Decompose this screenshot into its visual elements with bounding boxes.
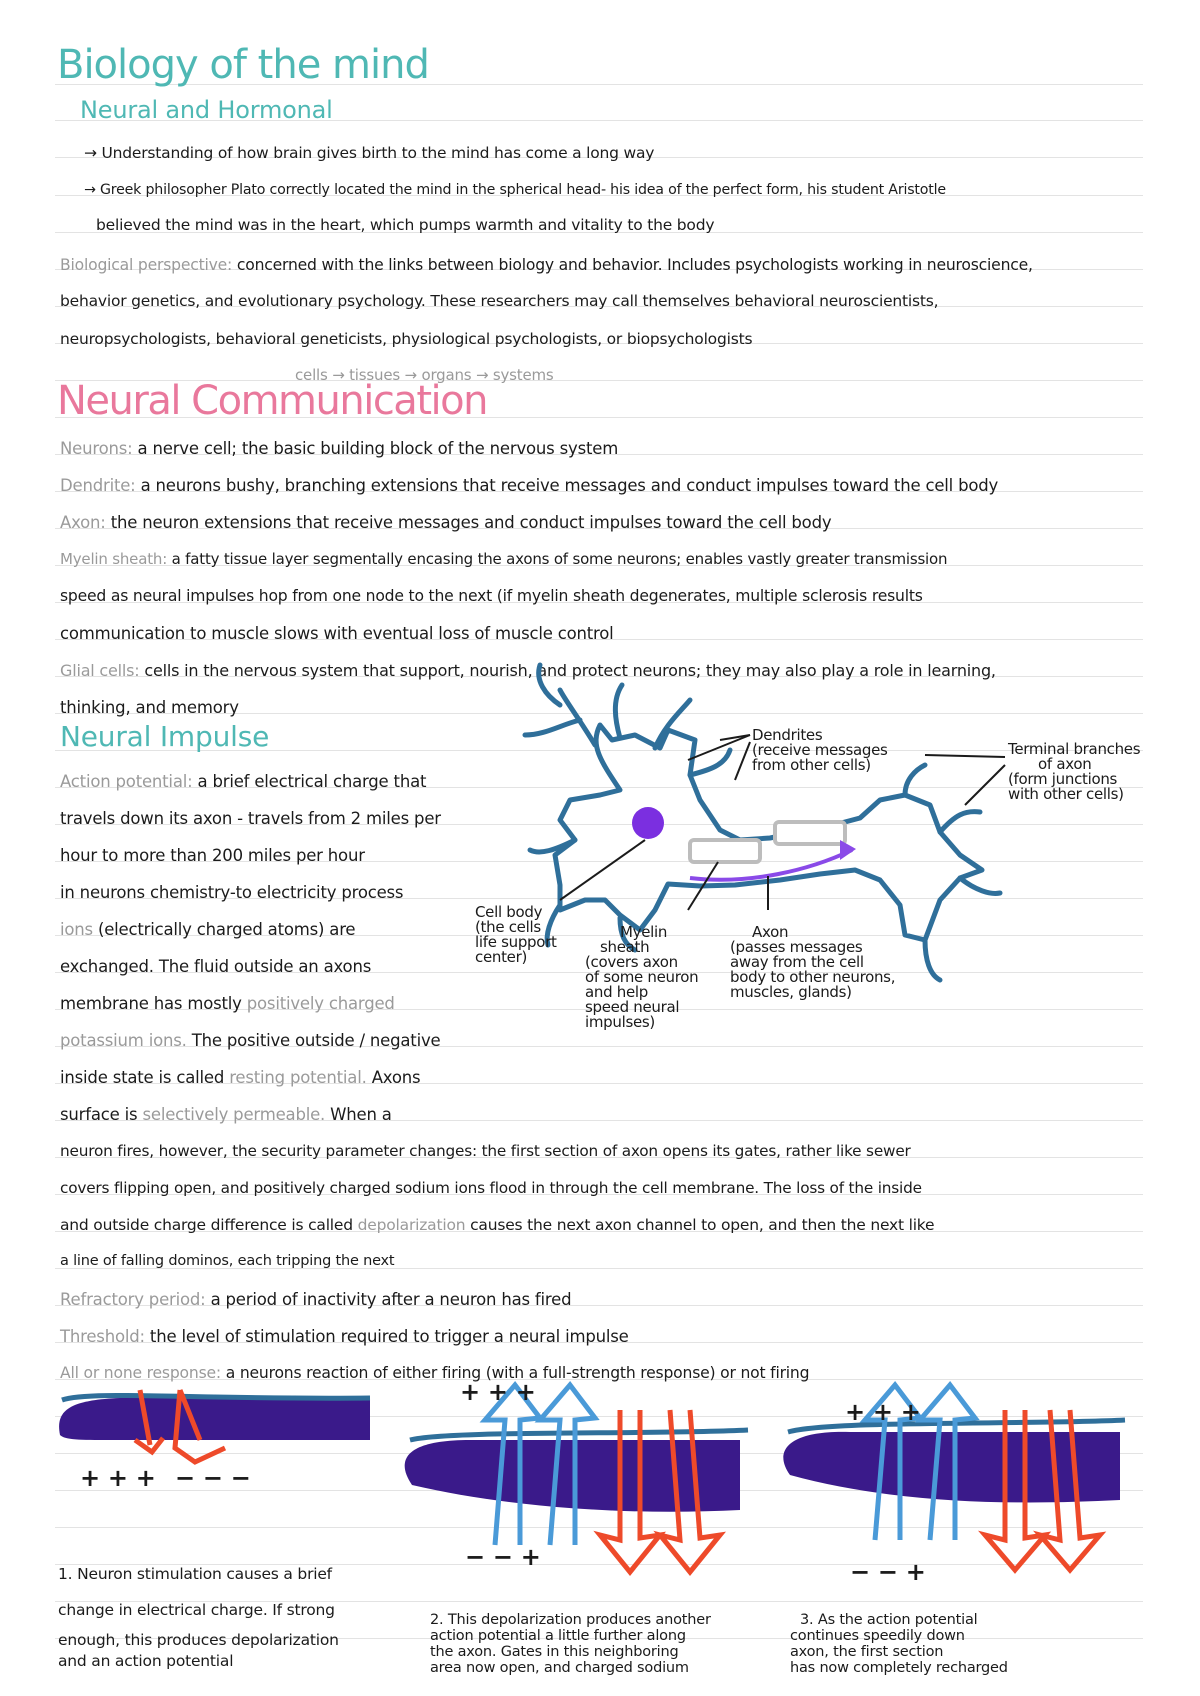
page-title: Biology of the mind — [57, 42, 429, 88]
myelin-segment — [775, 822, 845, 844]
all-or-none-definition — [60, 1364, 809, 1382]
hierarchy-note: cells → tissues → organs → systems — [295, 366, 554, 384]
def-glial-a: cells in the nervous system that support, nourish, and protect neurons; they may also play a role in learning, — [144, 661, 996, 680]
label-axon — [730, 925, 895, 1000]
term-resting-potential: resting potential. — [229, 1068, 367, 1087]
def-myelin-a: a fatty tissue layer segmentally encasing the axons of some neurons; enables vastly greater transmission — [171, 550, 948, 568]
action-potential-line-3: hour to more than 200 miles per hour — [60, 846, 365, 865]
membrane-line — [60, 994, 395, 1013]
ions-line — [60, 920, 355, 939]
page-subtitle: Neural and Hormonal — [80, 96, 333, 124]
depolarization-panel-2 — [405, 1385, 748, 1572]
intro-bullet-1: → Understanding of how brain gives birth to the mind has come a long way — [84, 144, 655, 162]
charge-signs-panel-3-positive: + + + — [845, 1398, 921, 1426]
intro-bullet-2b: believed the mind was in the heart, which pumps warmth and vitality to the body — [96, 216, 715, 234]
label-line: Dendrites — [752, 726, 823, 744]
potassium-line — [60, 1031, 440, 1050]
membrane-text: membrane has mostly — [60, 994, 242, 1013]
term-neurons: Neurons: — [60, 439, 133, 458]
depolarization-panel-3 — [783, 1385, 1125, 1570]
pointer-line — [925, 755, 1005, 757]
term-action-potential: Action potential: — [60, 772, 193, 791]
pointer-line — [560, 840, 645, 900]
def-threshold: the level of stimulation required to trigger a neural impulse — [149, 1327, 629, 1346]
charge-signs-panel-3-negative: − − + — [850, 1558, 926, 1586]
term-biological-perspective: Biological perspective: — [60, 256, 233, 274]
depolarization-panel-1 — [59, 1390, 370, 1462]
impulse-arrow — [690, 850, 852, 880]
action-potential-line-2: travels down its axon - travels from 2 miles per — [60, 809, 441, 828]
caption-line: the axon. Gates in this neighboring — [430, 1644, 679, 1660]
def-dendrite: a neurons bushy, branching extensions that receive messages and conduct impulses toward the cell body — [140, 476, 999, 495]
heading-neural-communication: Neural Communication — [57, 378, 487, 424]
label-dendrites — [752, 728, 888, 773]
label-line: (receive messages — [752, 741, 888, 759]
label-myelin-sheath — [585, 925, 698, 1030]
label-line: of axon — [1038, 755, 1092, 773]
myelin-definition-line-1 — [60, 550, 947, 568]
def-neurons: a nerve cell; the basic building block of the nervous system — [137, 439, 619, 458]
label-line: (form junctions — [1008, 770, 1118, 788]
label-line: (passes messages — [730, 938, 863, 956]
term-selectively-permeable: selectively permeable. — [142, 1105, 326, 1124]
caption-line: action potential a little further along — [430, 1628, 686, 1644]
term-glial-cells: Glial cells: — [60, 661, 140, 680]
term-threshold: Threshold: — [60, 1327, 145, 1346]
label-line: muscles, glands) — [730, 983, 852, 1001]
label-line: sheath — [600, 938, 650, 956]
nucleus — [632, 807, 664, 839]
term-dendrite: Dendrite: — [60, 476, 136, 495]
glial-definition-line-2: thinking, and memory — [60, 698, 239, 717]
caption-line: change in electrical charge. If strong — [58, 1601, 335, 1619]
refractory-definition — [60, 1290, 571, 1309]
caption-line: has now completely recharged — [790, 1660, 1008, 1676]
firing-text-c2: causes the next axon channel to open, and then the next like — [470, 1216, 935, 1234]
charge-signs-panel-2-negative: − − + — [465, 1543, 541, 1571]
label-line: (the cells — [475, 918, 541, 936]
dendrite-branch — [690, 750, 730, 775]
axons-text: Axons — [371, 1068, 421, 1087]
terminal-branch — [905, 765, 925, 795]
dendrite-branch — [615, 685, 622, 738]
biological-perspective-line-3: neuropsychologists, behavioral geneticists, physiological psychologists, or biopsychologists — [60, 330, 753, 348]
charge-signs-panel-2-positive: + + + — [460, 1378, 536, 1406]
term-potassium-ions: potassium ions. — [60, 1031, 187, 1050]
permeable-line — [60, 1105, 392, 1124]
pointer-line — [720, 735, 750, 740]
label-line: of some neuron — [585, 968, 699, 986]
caption-line: axon, the first section — [790, 1644, 944, 1660]
firing-text-c1: and outside charge difference is called — [60, 1216, 353, 1234]
caption-line: area now open, and charged sodium — [430, 1660, 689, 1676]
term-all-or-none: All or none response: — [60, 1364, 221, 1382]
caption-line: and an action potential — [58, 1652, 234, 1670]
pointer-line — [735, 742, 750, 780]
def-all-or-none: a neurons reaction of either firing (with a full-strength response) or not firing — [225, 1364, 810, 1382]
resting-line — [60, 1068, 420, 1087]
label-line: Cell body — [475, 903, 543, 921]
label-line: body to other neurons, — [730, 968, 896, 986]
label-line: Terminal branches — [1008, 740, 1141, 758]
caption-line: 3. As the action potential — [800, 1612, 978, 1628]
def-action-potential-a: a brief electrical charge that — [197, 772, 427, 791]
pointer-line — [688, 862, 718, 910]
caption-line: continues speedily down — [790, 1628, 965, 1644]
myelin-segment — [690, 840, 760, 862]
exchanged-line: exchanged. The fluid outside an axons — [60, 957, 372, 976]
def-refractory: a period of inactivity after a neuron has fired — [210, 1290, 572, 1309]
axon-definition — [60, 513, 831, 532]
firing-line-1: neuron fires, however, the security parameter changes: the first section of axon opens its gates, rather like sewer — [60, 1142, 911, 1160]
terminal-branch — [940, 812, 980, 832]
intro-bullet-2a: → Greek philosopher Plato correctly located the mind in the spherical head- his idea of the perfect form, his student Aristotle — [84, 182, 946, 198]
inside-state-text: inside state is called — [60, 1068, 225, 1087]
biological-perspective-line-1 — [60, 256, 1033, 274]
surface-is-text: surface is — [60, 1105, 138, 1124]
def-biological-perspective-a: concerned with the links between biology and behavior. Includes psychologists working in neuroscience, — [236, 256, 1033, 274]
myelin-definition-line-2: speed as neural impulses hop from one node to the next (if myelin sheath degenerates, multiple sclerosis results — [60, 587, 923, 605]
label-line: Axon — [752, 923, 789, 941]
charge-signs-panel-1-negative: − − − — [175, 1464, 251, 1492]
heading-neural-impulse: Neural Impulse — [60, 720, 270, 753]
label-line: impulses) — [585, 1013, 655, 1031]
neuron-definition — [60, 439, 618, 458]
step-2-caption — [430, 1612, 711, 1676]
firing-line-2: covers flipping open, and positively charged sodium ions flood in through the cell membrane. The loss of the inside — [60, 1179, 922, 1197]
label-line: center) — [475, 948, 528, 966]
glial-definition-line-1 — [60, 661, 996, 680]
term-ions: ions — [60, 920, 93, 939]
label-cell-body — [475, 905, 557, 965]
label-line: (covers axon — [585, 953, 678, 971]
myelin-definition-line-3: communication to muscle slows with eventual loss of muscle control — [60, 624, 614, 643]
caption-line: 1. Neuron stimulation causes a brief — [58, 1565, 332, 1583]
dendrite-branch — [655, 700, 690, 748]
label-line: life support — [475, 933, 557, 951]
label-line: from other cells) — [752, 756, 871, 774]
terminal-branch — [925, 940, 940, 980]
pointer-line — [965, 765, 1005, 805]
biological-perspective-line-2: behavior genetics, and evolutionary psychology. These researchers may call themselves behavioral neuroscientists, — [60, 292, 939, 310]
caption-line: 2. This depolarization produces another — [430, 1612, 711, 1628]
dendrite-branch — [530, 840, 575, 852]
term-myelin-sheath: Myelin sheath: — [60, 550, 168, 568]
step-1-caption — [58, 1556, 339, 1670]
caption-line: enough, this produces depolarization — [58, 1631, 339, 1649]
label-line: and help — [585, 983, 649, 1001]
term-axon: Axon: — [60, 513, 106, 532]
dendrite-definition — [60, 476, 998, 495]
dendrite-branch — [560, 690, 595, 745]
threshold-definition — [60, 1327, 629, 1346]
impulse-arrowhead — [840, 840, 856, 860]
def-ions: (electrically charged atoms) are — [97, 920, 356, 939]
terminal-branch — [960, 878, 1000, 893]
term-refractory-period: Refractory period: — [60, 1290, 206, 1309]
def-axon: the neuron extensions that receive messages and conduct impulses toward the cell body — [110, 513, 832, 532]
dendrite-branch — [525, 720, 580, 735]
when-a-text: When a — [330, 1105, 392, 1124]
label-line: away from the cell — [730, 953, 864, 971]
positive-outside-text: The positive outside / negative — [191, 1031, 441, 1050]
term-depolarization: depolarization — [357, 1216, 466, 1234]
action-potential-line-4: in neurons chemistry-to electricity process — [60, 883, 404, 902]
firing-line-3 — [60, 1216, 934, 1234]
label-line: Myelin — [620, 923, 668, 941]
label-line: with other cells) — [1008, 785, 1124, 803]
firing-line-4: a line of falling dominos, each tripping the next — [60, 1253, 395, 1269]
pointer-line — [688, 735, 750, 760]
action-potential-line-1 — [60, 772, 426, 791]
label-line: speed neural — [585, 998, 680, 1016]
charge-signs-panel-1-positive: + + + — [80, 1464, 156, 1492]
label-terminal-branches — [1008, 742, 1140, 802]
step-3-caption — [790, 1612, 1008, 1676]
term-positively-charged: positively charged — [246, 994, 395, 1013]
